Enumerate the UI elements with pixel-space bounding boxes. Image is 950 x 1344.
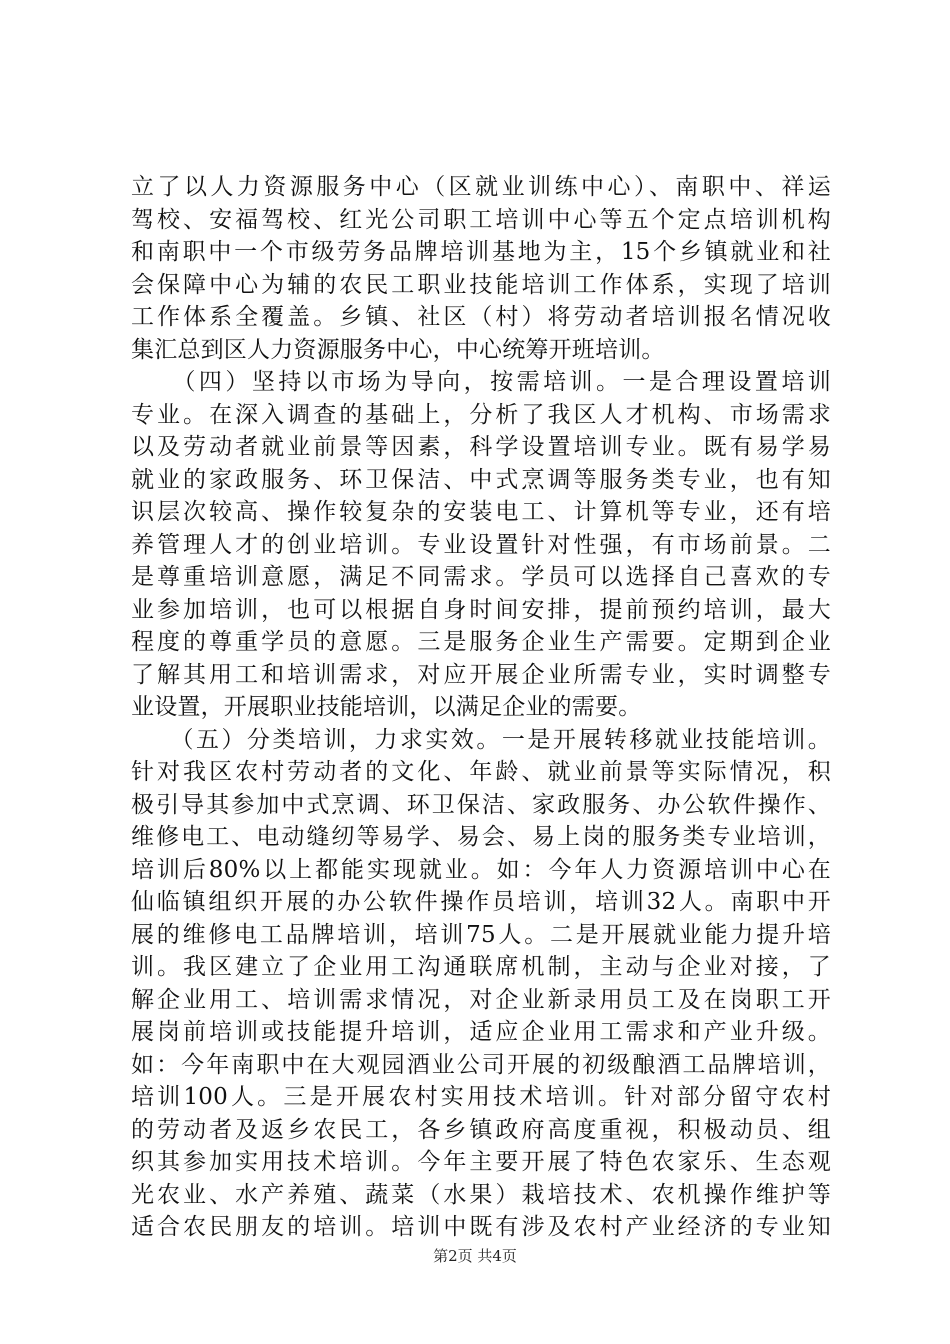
- text-line: 专业。在深入调查的基础上，分析了我区人才机构、市场需求: [131, 401, 831, 428]
- text-line: 以及劳动者就业前景等因素，科学设置培训专业。既有易学易: [131, 434, 831, 460]
- text-line: 培训100人。三是开展农村实用技术培训。针对部分留守农村: [131, 1084, 831, 1110]
- text-line: 解企业用工、培训需求情况，对企业新录用员工及在岗职工开: [131, 986, 831, 1013]
- text-line: 就业的家政服务、环卫保洁、中式烹调等服务类专业，也有知: [131, 466, 831, 493]
- text-line: 培训后80%以上都能实现就业。如：今年人力资源培训中心在: [131, 856, 831, 883]
- text-line: 会保障中心为辅的农民工职业技能培训工作体系，实现了培训: [131, 271, 831, 298]
- text-line: 维修电工、电动缝纫等易学、易会、易上岗的服务类专业培训，: [131, 824, 831, 850]
- text-line: 识层次较高、操作较复杂的安装电工、计算机等专业，还有培: [131, 499, 831, 525]
- text-line: （四）坚持以市场为导向，按需培训。一是合理设置培训: [131, 369, 831, 395]
- text-line: 极引导其参加中式烹调、环卫保洁、家政服务、办公软件操作、: [131, 791, 831, 818]
- text-line: 光农业、水产养殖、蔬菜（水果）栽培技术、农机操作维护等: [131, 1181, 831, 1208]
- text-line: 了解其用工和培训需求，对应开展企业所需专业，实时调整专: [131, 661, 831, 688]
- text-line: 的劳动者及返乡农民工，各乡镇政府高度重视，积极动员、组: [131, 1116, 831, 1143]
- text-line: 适合农民朋友的培训。培训中既有涉及农村产业经济的专业知: [131, 1214, 831, 1240]
- document-body: [131, 171, 831, 1244]
- text-line: （五）分类培训，力求实效。一是开展转移就业技能培训。: [131, 726, 831, 753]
- text-line: 展岗前培训或技能提升培训，适应企业用工需求和产业升级。: [131, 1019, 831, 1045]
- text-line: 集汇总到区人力资源服务中心，中心统筹开班培训。: [131, 336, 665, 363]
- text-line: 工作体系全覆盖。乡镇、社区（村）将劳动者培训报名情况收: [131, 304, 831, 330]
- text-line: 业参加培训，也可以根据自身时间安排，提前预约培训，最大: [131, 596, 831, 623]
- text-line: 业设置，开展职业技能培训，以满足企业的需要。: [131, 694, 642, 720]
- page-number-footer: 第2页 共4页: [433, 1247, 517, 1265]
- text-line: 养管理人才的创业培训。专业设置针对性强，有市场前景。二: [131, 531, 831, 558]
- text-line: 仙临镇组织开展的办公软件操作员培训，培训32人。南职中开: [131, 889, 831, 915]
- text-line: 驾校、安福驾校、红光公司职工培训中心等五个定点培训机构: [131, 206, 831, 233]
- text-line: 和南职中一个市级劳务品牌培训基地为主，15个乡镇就业和社: [131, 239, 831, 265]
- text-line: 是尊重培训意愿，满足不同需求。学员可以选择自己喜欢的专: [131, 564, 831, 590]
- text-line: 织其参加实用技术培训。今年主要开展了特色农家乐、生态观: [131, 1149, 831, 1175]
- text-line: 训。我区建立了企业用工沟通联席机制，主动与企业对接，了: [131, 954, 831, 980]
- text-line: 展的维修电工品牌培训，培训75人。二是开展就业能力提升培: [131, 921, 831, 948]
- text-line: 立了以人力资源服务中心（区就业训练中心）、南职中、祥运: [131, 174, 831, 200]
- text-line: 针对我区农村劳动者的文化、年龄、就业前景等实际情况，积: [131, 759, 831, 785]
- text-line: 程度的尊重学员的意愿。三是服务企业生产需要。定期到企业: [131, 629, 831, 655]
- text-line: 如：今年南职中在大观园酒业公司开展的初级酿酒工品牌培训，: [131, 1051, 831, 1078]
